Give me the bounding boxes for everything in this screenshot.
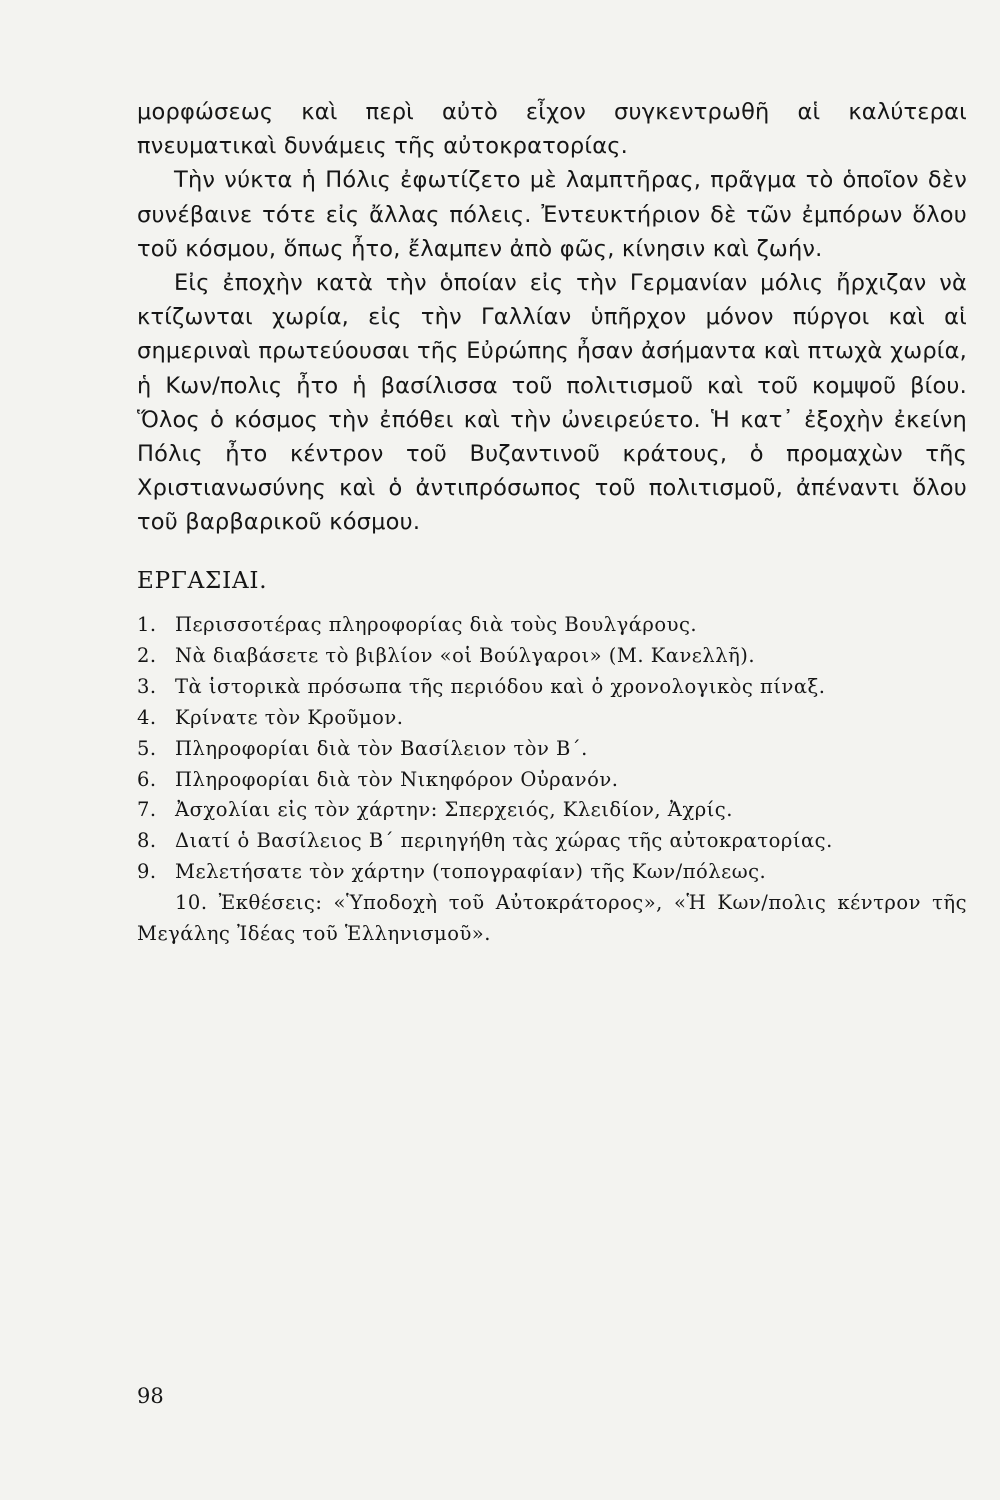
task-text: Πληροφορίαι διὰ τὸν Βασίλειον τὸν Β΄. bbox=[175, 736, 588, 760]
body-text bbox=[137, 95, 967, 540]
task-text: Ἐκθέσεις: «Ὑποδοχὴ τοῦ Αὐτοκράτορος», «Ἡ Κων/πολις κέντρον τῆς Μεγάλης Ἰδέας τοῦ Ἑλληνισμοῦ». bbox=[137, 891, 967, 946]
paragraph-city-civilization: Εἰς ἐποχὴν κατὰ τὴν ὁποίαν εἰς τὴν Γερμανίαν μόλις ἤρχιζαν νὰ κτίζωνται χωρία, εἰς τὴν Γαλλίαν ὑπῆρχον μόνον πύργοι καὶ αἱ σημεριναὶ πρωτεύουσαι τῆς Εὐρώπης ἦσαν ἀσήμαντα καὶ πτωχὰ χωρία, ἡ Κων/πολις ἦτο ἡ βασίλισσα τοῦ πολιτισμοῦ καὶ τοῦ κομψοῦ βίου. Ὅλος ὁ κόσμος τὴν ἐπόθει καὶ τὴν ὠνειρεύετο. Ἡ κατ᾽ ἐξοχὴν ἐκείνη Πόλις ἦτο κέντρον τοῦ Βυζαντινοῦ κράτους, ὁ προμαχὼν τῆς Χριστιανωσύνης καὶ ὁ ἀντιπρόσωπος τοῦ πολιτισμοῦ, ἀπέναντι ὅλου τοῦ βαρβαρικοῦ κόσμου. bbox=[137, 270, 967, 536]
task-number: 2. bbox=[137, 643, 157, 667]
paragraph-continuation: μορφώσεως καὶ περὶ αὐτὸ εἶχον συγκεντρωθῆ αἱ καλύτεραι πνευματικαὶ δυνάμεις τῆς αὐτοκρατορίας. bbox=[137, 99, 967, 160]
task-item bbox=[137, 672, 967, 703]
task-item bbox=[137, 765, 967, 796]
task-text: Διατί ὁ Βασίλειος Β΄ περιηγήθη τὰς χώρας τῆς αὐτοκρατορίας. bbox=[175, 829, 833, 853]
task-number: 5. bbox=[137, 736, 157, 760]
section-heading: ΕΡΓΑΣΙΑΙ. bbox=[137, 568, 268, 594]
task-text: Νὰ διαβάσετε τὸ βιβλίον «οἱ Βούλγαροι» (Μ. Κανελλῆ). bbox=[175, 643, 756, 667]
task-item bbox=[137, 734, 967, 765]
task-text: Περισσοτέρας πληροφορίας διὰ τοὺς Βουλγάρους. bbox=[175, 613, 698, 636]
task-list bbox=[137, 610, 967, 950]
task-number: 8. bbox=[137, 829, 157, 853]
task-item bbox=[137, 857, 967, 888]
task-item bbox=[137, 703, 967, 734]
task-number: 6. bbox=[137, 767, 157, 791]
task-item bbox=[137, 826, 967, 857]
paragraph-night-lighting: Τὴν νύκτα ἡ Πόλις ἐφωτίζετο μὲ λαμπτῆρας, πρᾶγμα τὸ ὁποῖον δὲν συνέβαινε τότε εἰς ἄλλας πόλεις. Ἐντευκτήριον δὲ τῶν ἐμπόρων ὅλου τοῦ κόσμου, ὅπως ἦτο, ἔλαμπεν ἀπὸ φῶς, κίνησιν καὶ ζωήν. bbox=[137, 167, 967, 262]
task-item bbox=[137, 795, 967, 826]
task-number: 10. bbox=[175, 891, 208, 915]
task-text: Κρίνατε τὸν Κροῦμον. bbox=[175, 705, 404, 729]
task-number: 4. bbox=[137, 705, 157, 729]
task-item bbox=[137, 641, 967, 672]
task-number: 3. bbox=[137, 674, 157, 698]
task-text: Μελετήσατε τὸν χάρτην (τοπογραφίαν) τῆς Κων/πόλεως. bbox=[175, 860, 767, 884]
task-text: Πληροφορίαι διὰ τὸν Νικηφόρον Οὐρανόν. bbox=[175, 767, 619, 791]
task-number: 7. bbox=[137, 798, 157, 822]
task-text: Τὰ ἱστορικὰ πρόσωπα τῆς περιόδου καὶ ὁ χρονολογικὸς πίναξ. bbox=[175, 674, 826, 698]
task-text: Ἀσχολίαι εἰς τὸν χάρτην: Σπερχειός, Κλειδίον, Ἀχρίς. bbox=[175, 798, 733, 822]
task-item bbox=[137, 610, 967, 641]
task-number: 1. bbox=[137, 613, 157, 636]
task-number: 9. bbox=[137, 860, 157, 884]
page-number: 98 bbox=[137, 1384, 164, 1408]
task-item bbox=[137, 888, 967, 950]
